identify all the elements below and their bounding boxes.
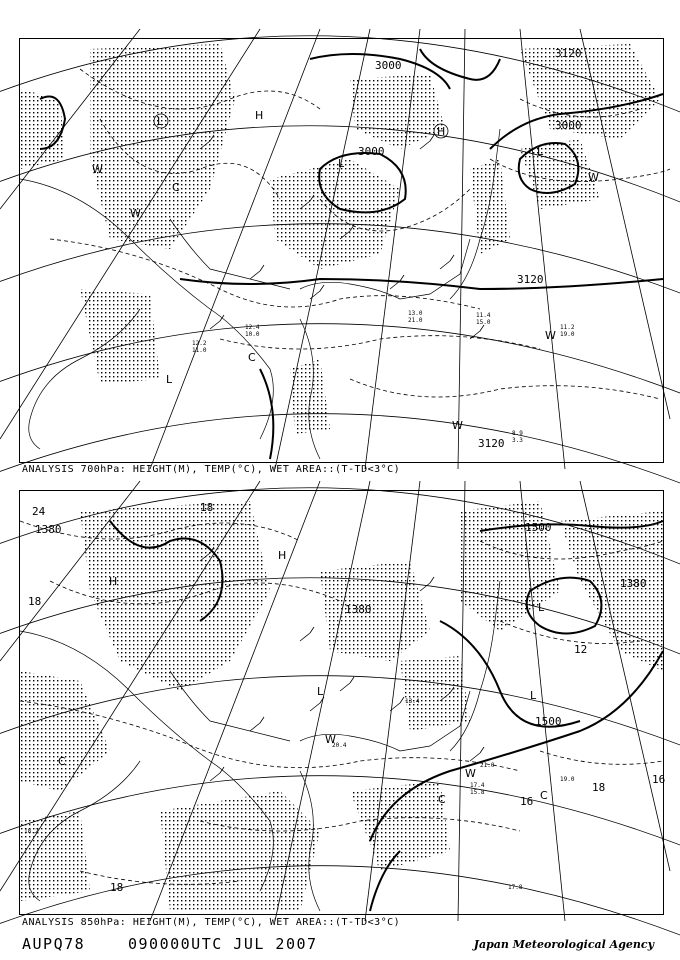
- obs-value: 10.0: [245, 331, 260, 338]
- isotherm-label: 18: [110, 881, 124, 894]
- system-label: W: [130, 207, 141, 220]
- system-label: L: [317, 685, 324, 698]
- observation-values: [192, 310, 575, 444]
- height-label: 3000: [555, 119, 582, 132]
- obs-value: 15.8: [470, 789, 485, 796]
- system-label: C: [172, 181, 180, 194]
- height-label: 3120: [555, 47, 582, 60]
- height-label: 3000: [358, 145, 385, 158]
- system-label: W: [465, 767, 476, 780]
- obs-value: 21.0: [408, 317, 423, 324]
- system-label: C: [58, 755, 66, 768]
- system-label: H: [278, 549, 287, 562]
- system-label: L: [537, 145, 544, 158]
- height-label: 1380: [35, 523, 62, 536]
- obs-value: 20.4: [332, 742, 347, 749]
- caption-700hpa: ANALYSIS 700hPa: HEIGHT(M), TEMP(°C), WET AREA::(T-TD<3°C): [22, 464, 401, 475]
- map-850hpa-svg: [20, 491, 666, 914]
- caption-850hpa: ANALYSIS 850hPa: HEIGHT(M), TEMP(°C), WET AREA::(T-TD<3°C): [22, 917, 401, 928]
- chart-code: AUPQ78: [22, 935, 86, 953]
- valid-time: 090000UTC JUL 2007: [128, 935, 318, 953]
- agency-name: Japan Meteorological Agency: [473, 938, 654, 951]
- obs-value: 13.0: [408, 310, 423, 317]
- analysis-850hpa-map: [19, 490, 664, 915]
- system-label: L: [166, 373, 173, 386]
- obs-value: 12.4: [245, 324, 260, 331]
- obs-value: 21.0: [480, 762, 495, 769]
- isotherm-label: 16: [652, 773, 666, 786]
- system-label: W: [588, 171, 599, 184]
- system-label: L: [338, 157, 345, 170]
- obs-value: 11.0: [192, 347, 207, 354]
- system-label: L: [530, 689, 537, 702]
- system-label: H: [109, 575, 118, 588]
- obs-value: 19.0: [560, 331, 575, 338]
- obs-value: 13.4: [405, 698, 420, 705]
- system-label: C: [540, 789, 548, 802]
- system-label: C: [438, 793, 446, 806]
- height-label: 3120: [517, 273, 544, 286]
- system-label: H: [255, 109, 264, 122]
- obs-value: 17.4: [470, 782, 485, 789]
- isotherm-label: 18: [28, 595, 42, 608]
- obs-value: 3.3: [512, 437, 523, 444]
- height-label: 3120: [478, 437, 505, 450]
- system-label: W: [545, 329, 556, 342]
- height-label: 1500: [525, 521, 552, 534]
- system-label: H: [437, 125, 446, 138]
- obs-value: 12.2: [192, 340, 207, 347]
- system-label: L: [538, 601, 545, 614]
- system-label: W: [92, 163, 103, 176]
- obs-value: 11.4: [476, 312, 491, 319]
- system-label: L: [157, 115, 164, 128]
- height-label: 1380: [345, 603, 372, 616]
- obs-value: 8.9: [512, 430, 523, 437]
- system-label: C: [248, 351, 256, 364]
- isotherm-label: 24: [32, 505, 46, 518]
- height-label: 1380: [620, 577, 647, 590]
- wet-areas: [20, 501, 666, 911]
- analysis-700hpa-map: [19, 38, 664, 463]
- obs-value: 11.2: [560, 324, 575, 331]
- isotherm-label: 18: [200, 501, 214, 514]
- system-label: W: [325, 733, 336, 746]
- obs-value: 15.0: [476, 319, 491, 326]
- isotherm-label: 16: [520, 795, 534, 808]
- isotherm-label: 12: [574, 643, 588, 656]
- obs-value: 18.2: [24, 828, 39, 835]
- isotherm-label: 18: [592, 781, 606, 794]
- height-label: 3000: [375, 59, 402, 72]
- system-label: W: [452, 419, 463, 432]
- map-700hpa-svg: [20, 39, 663, 462]
- obs-value: 17.8: [508, 884, 523, 891]
- height-label: 1500: [535, 715, 562, 728]
- obs-value: 19.0: [560, 776, 575, 783]
